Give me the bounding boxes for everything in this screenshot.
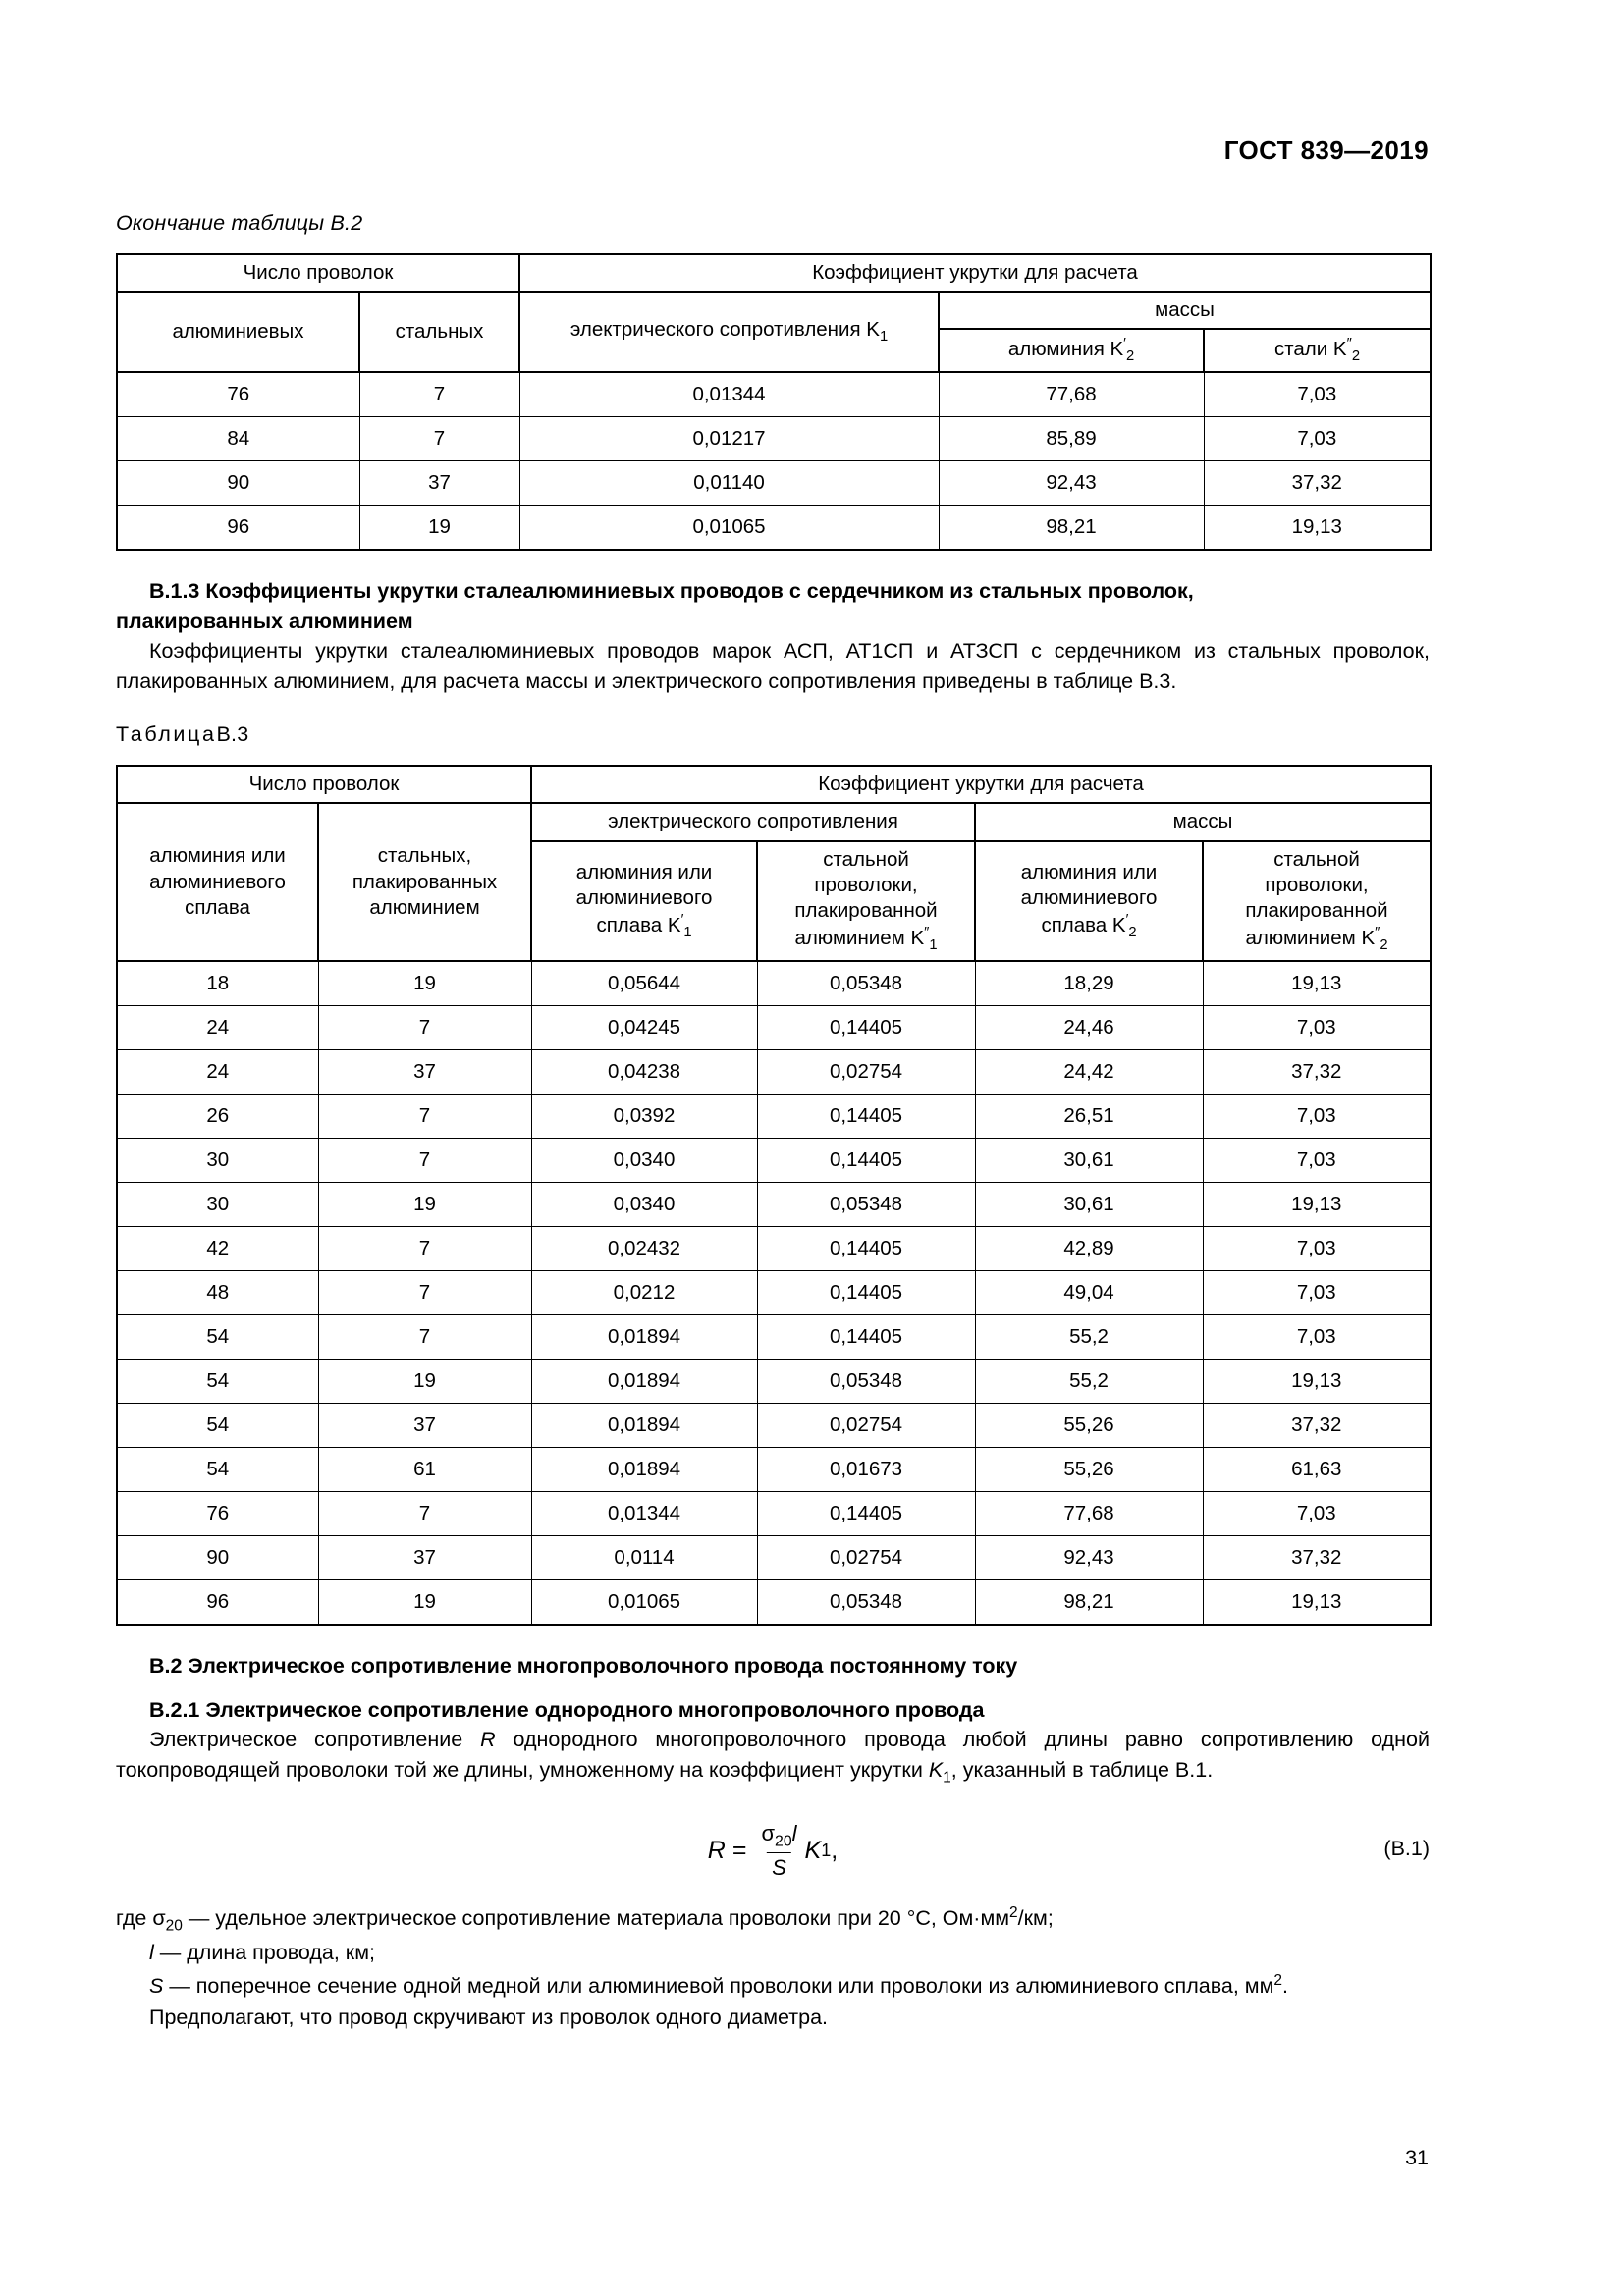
def-l-var: l (149, 1941, 154, 1965)
def-tail: /км; (1017, 1905, 1054, 1930)
table-row (117, 417, 1431, 461)
table-b3-header-row-2 (117, 803, 1431, 840)
page-content (116, 211, 1430, 2033)
cell: 37,32 (1203, 1536, 1431, 1580)
line: плакированной (1245, 899, 1388, 923)
cell: 30,61 (975, 1139, 1203, 1183)
page-number: 31 (1405, 2146, 1429, 2169)
table-row (117, 1183, 1431, 1227)
cell: 90 (117, 1536, 318, 1580)
cell: 18,29 (975, 961, 1203, 1006)
cell: 0,14405 (757, 1006, 975, 1050)
cell: 96 (117, 506, 359, 551)
cell: 0,05348 (757, 1360, 975, 1404)
line: проволоки, (814, 873, 918, 896)
def-sup: 2 (1009, 1903, 1018, 1921)
cell: 7 (359, 417, 519, 461)
header-steel: стальных (359, 292, 519, 372)
cell: 37,32 (1204, 461, 1431, 506)
cell: 26 (117, 1095, 318, 1139)
def-s-var: S (149, 1973, 164, 1998)
line: алюминием K (794, 927, 925, 950)
cell: 37,32 (1203, 1050, 1431, 1095)
sub: 2 (1380, 937, 1388, 954)
cell: 19 (359, 506, 519, 551)
sub: 2 (1128, 925, 1137, 941)
cell: 76 (117, 1492, 318, 1536)
header-mass-aluminium (939, 329, 1204, 372)
cell: 19 (318, 1183, 531, 1227)
cell: 24,46 (975, 1006, 1203, 1050)
table-row (117, 1315, 1431, 1360)
table-row (117, 1139, 1431, 1183)
page-header-standard: ГОСТ 839—2019 (1223, 135, 1429, 165)
cell: 19,13 (1203, 1580, 1431, 1626)
cell: 7,03 (1203, 1139, 1431, 1183)
cell: 7 (318, 1492, 531, 1536)
cell: 0,01140 (519, 461, 939, 506)
cell: 30 (117, 1139, 318, 1183)
cell: 30 (117, 1183, 318, 1227)
table-row (117, 1271, 1431, 1315)
cell: 0,01894 (531, 1404, 757, 1448)
section-b13-paragraph: Коэффициенты укрутки сталеалюминиевых проводов марок АСП, АТ1СП и АТЗСП с сердечником из стальных проволок, плакированных алюминием, для расчета массы и электрического сопротивления приведены в таблице В.3. (116, 639, 1430, 694)
cell: 0,0114 (531, 1536, 757, 1580)
line: алюминия или (1020, 860, 1158, 883)
section-b21-paragraph (116, 1725, 1430, 1789)
cell: 30,61 (975, 1183, 1203, 1227)
def-sigma: σ (152, 1905, 166, 1930)
formula-lhs: R (707, 1836, 726, 1864)
cell: 42 (117, 1227, 318, 1271)
cell: 0,01217 (519, 417, 939, 461)
cell: 54 (117, 1360, 318, 1404)
line: алюминия или (575, 860, 713, 883)
cell: 0,05644 (531, 961, 757, 1006)
formula-denominator: S (767, 1852, 791, 1881)
cell: 24,42 (975, 1050, 1203, 1095)
cell: 24 (117, 1050, 318, 1095)
cell: 49,04 (975, 1271, 1203, 1315)
cell: 7,03 (1203, 1492, 1431, 1536)
cell: 92,43 (939, 461, 1204, 506)
header-coefficient: Коэффициент укрутки для расчета (531, 766, 1431, 803)
line: плакированной (794, 899, 938, 923)
cell: 96 (117, 1580, 318, 1626)
cell: 42,89 (975, 1227, 1203, 1271)
cell: 76 (117, 372, 359, 417)
cell: 7 (318, 1139, 531, 1183)
cell: 7 (318, 1006, 531, 1050)
table-row (117, 1095, 1431, 1139)
sub: 1 (683, 925, 692, 941)
table-b2-header-row-1 (117, 254, 1431, 292)
cell: 54 (117, 1404, 318, 1448)
table-row (117, 1536, 1431, 1580)
table-b3 (116, 765, 1432, 1626)
length-var: l (791, 1820, 797, 1845)
cell: 7,03 (1203, 1006, 1431, 1050)
section-b2-heading: В.2 Электрическое сопротивление многопроволочного провода постоянному току (149, 1654, 1018, 1679)
cell: 61 (318, 1448, 531, 1492)
formula-definitions (116, 1901, 1430, 2034)
cell: 19 (318, 1360, 531, 1404)
cell: 0,02754 (757, 1404, 975, 1448)
cell: 19 (318, 1580, 531, 1626)
cell: 0,01673 (757, 1448, 975, 1492)
definition-section (116, 1969, 1430, 2002)
cell: 54 (117, 1315, 318, 1360)
cell: 19,13 (1203, 1360, 1431, 1404)
table-row (117, 1492, 1431, 1536)
line: сплава K (596, 914, 681, 937)
cell: 0,05348 (757, 1183, 975, 1227)
cell: 0,0340 (531, 1183, 757, 1227)
table-b3-label (116, 722, 1430, 747)
table-b2-caption: Окончание таблицы В.2 (116, 211, 363, 235)
par-part2: однородного многопроволочного провода любой длины равно сопротивлению одной токопроводящей проволоки той же длины, умноженному на коэффициент укрутки (116, 1728, 1430, 1783)
formula-equals: = (731, 1836, 747, 1864)
formula-fraction (756, 1821, 801, 1881)
cell: 92,43 (975, 1536, 1203, 1580)
table-row (117, 961, 1431, 1006)
cell: 0,01344 (531, 1492, 757, 1536)
cell: 0,0212 (531, 1271, 757, 1315)
formula-k: K (804, 1836, 822, 1864)
cell: 19,13 (1204, 506, 1431, 551)
table-b2 (116, 253, 1432, 551)
cell: 54 (117, 1448, 318, 1492)
cell: 0,04245 (531, 1006, 757, 1050)
cell: 37 (318, 1536, 531, 1580)
formula-b1-number: (В.1) (1383, 1836, 1430, 1860)
header-aluminium: алюминиевых (117, 292, 359, 372)
table-b2-body (117, 372, 1431, 550)
line: стальной (1273, 847, 1360, 871)
cell: 7 (318, 1271, 531, 1315)
cell: 0,0340 (531, 1139, 757, 1183)
header-col-steel-clad: стальных, плакированных алюминием (318, 803, 531, 961)
cell: 98,21 (939, 506, 1204, 551)
cell: 0,14405 (757, 1095, 975, 1139)
par-var-r: R (480, 1728, 496, 1752)
table-b3-header-row-1 (117, 766, 1431, 803)
table-row (117, 1580, 1431, 1626)
cell: 0,14405 (757, 1315, 975, 1360)
cell: 37,32 (1203, 1404, 1431, 1448)
cell: 7 (318, 1315, 531, 1360)
cell: 19 (318, 961, 531, 1006)
cell: 0,02754 (757, 1536, 975, 1580)
cell: 90 (117, 461, 359, 506)
cell: 0,01894 (531, 1360, 757, 1404)
cell: 19,13 (1203, 1183, 1431, 1227)
line: сплава K (1041, 914, 1126, 937)
cell: 26,51 (975, 1095, 1203, 1139)
cell: 55,26 (975, 1404, 1203, 1448)
header-resistance-sub: 1 (879, 329, 889, 346)
header-wire-count: Число проволок (117, 766, 531, 803)
cell: 7,03 (1203, 1271, 1431, 1315)
header-mass-alu-sub: 2 (1125, 348, 1135, 365)
header-resistance-text: электрического сопротивления K (569, 318, 880, 342)
header-mass: массы (975, 803, 1431, 840)
section-b13-heading-line1: В.1.3 Коэффициенты укрутки сталеалюминиевых проводов с сердечником из стальных проволок, (149, 579, 1194, 604)
par-k-sub: 1 (943, 1769, 951, 1787)
cell: 61,63 (1203, 1448, 1431, 1492)
line: алюминием K (1245, 927, 1376, 950)
line: алюминиевого (1020, 886, 1158, 910)
def-s-sup: 2 (1273, 1971, 1282, 1989)
header-resistance-aluminium (531, 841, 757, 962)
line: алюминиевого (575, 886, 713, 910)
formula-k-sub: 1 (821, 1840, 832, 1860)
cell: 0,01894 (531, 1315, 757, 1360)
par-part1: Электрическое сопротивление (149, 1728, 481, 1752)
table-b2-header-row-2 (117, 292, 1431, 329)
table-row (117, 1404, 1431, 1448)
prime: ″ (924, 925, 930, 941)
formula-b1 (708, 1821, 838, 1881)
cell: 0,0392 (531, 1095, 757, 1139)
table-b3-label-number: В.3 (216, 722, 249, 747)
cell: 48 (117, 1271, 318, 1315)
cell: 0,02754 (757, 1050, 975, 1095)
cell: 0,14405 (757, 1271, 975, 1315)
table-row (117, 1006, 1431, 1050)
cell: 98,21 (975, 1580, 1203, 1626)
definition-note: Предполагают, что провод скручивают из проволок одного диаметра. (149, 2005, 829, 2030)
cell: 0,05348 (757, 1580, 975, 1626)
header-wire-count: Число проволок (117, 254, 519, 292)
header-resistance (519, 292, 939, 372)
header-mass: массы (939, 292, 1431, 329)
def-prefix: где (116, 1905, 153, 1930)
line: стальной (823, 847, 909, 871)
header-mass-alu-text: алюминия K (1007, 338, 1124, 361)
header-mass-steel-prime: ″ (1346, 336, 1352, 352)
cell: 55,2 (975, 1360, 1203, 1404)
cell: 77,68 (975, 1492, 1203, 1536)
table-row (117, 1050, 1431, 1095)
definition-length (116, 1937, 1430, 1968)
header-resistance-steel-clad (757, 841, 975, 962)
formula-comma: , (831, 1836, 839, 1864)
header-resistance: электрического сопротивления (531, 803, 975, 840)
cell: 84 (117, 417, 359, 461)
def-s-text: — поперечное сечение одной медной или алюминиевой проволоки или проволоки из алюминиевого сплава, мм (163, 1973, 1274, 1998)
def-sigma-sub: 20 (165, 1917, 183, 1935)
sigma: σ (761, 1820, 776, 1845)
cell: 24 (117, 1006, 318, 1050)
cell: 0,01894 (531, 1448, 757, 1492)
section-b13-heading-line2: плакированных алюминием (116, 609, 413, 633)
formula-b1-row (116, 1815, 1430, 1892)
def-s-tail: . (1281, 1973, 1288, 1998)
cell: 85,89 (939, 417, 1204, 461)
table-row (117, 1448, 1431, 1492)
cell: 0,05348 (757, 961, 975, 1006)
cell: 55,2 (975, 1315, 1203, 1360)
table-row (117, 1227, 1431, 1271)
prime: ″ (1375, 925, 1380, 941)
cell: 37 (318, 1404, 531, 1448)
cell: 77,68 (939, 372, 1204, 417)
header-mass-steel-sub: 2 (1351, 348, 1361, 365)
header-mass-steel-text: стали K (1274, 338, 1347, 361)
cell: 7 (318, 1095, 531, 1139)
def-l-text: — длина провода, км; (153, 1941, 375, 1965)
section-b21-heading: В.2.1 Электрическое сопротивление однородного многопроволочного провода (149, 1697, 985, 1722)
cell: 7,03 (1203, 1227, 1431, 1271)
cell: 18 (117, 961, 318, 1006)
header-mass-alu-prime: ′ (1123, 336, 1126, 352)
cell: 37 (318, 1050, 531, 1095)
prime: ′ (1125, 912, 1129, 929)
cell: 19,13 (1203, 961, 1431, 1006)
sub: 1 (929, 937, 938, 954)
cell: 0,01065 (531, 1580, 757, 1626)
formula-numerator (756, 1821, 801, 1852)
cell: 7,03 (1203, 1095, 1431, 1139)
cell: 55,26 (975, 1448, 1203, 1492)
table-row (117, 372, 1431, 417)
def-sigma-text: — удельное электрическое сопротивление материала проволоки при 20 °C, Ом·мм (182, 1905, 1010, 1930)
cell: 7 (318, 1227, 531, 1271)
cell: 0,14405 (757, 1139, 975, 1183)
cell: 7 (359, 372, 519, 417)
cell: 0,01344 (519, 372, 939, 417)
cell: 0,01065 (519, 506, 939, 551)
par-part3: , указанный в таблице В.1. (950, 1758, 1214, 1783)
header-mass-aluminium (975, 841, 1203, 962)
header-mass-steel-clad (1203, 841, 1431, 962)
cell: 0,14405 (757, 1492, 975, 1536)
header-mass-steel (1204, 329, 1431, 372)
table-b3-body (117, 961, 1431, 1625)
table-row (117, 461, 1431, 506)
header-col-aluminium-alloy: алюминия или алюминиевого сплава (117, 803, 318, 961)
table-b3-label-word: Таблица (116, 722, 217, 747)
definition-sigma (116, 1901, 1430, 1938)
cell: 0,04238 (531, 1050, 757, 1095)
cell: 7,03 (1204, 417, 1431, 461)
table-row (117, 506, 1431, 551)
cell: 7,03 (1204, 372, 1431, 417)
table-row (117, 1360, 1431, 1404)
cell: 0,14405 (757, 1227, 975, 1271)
sigma-sub: 20 (775, 1833, 792, 1850)
cell: 37 (359, 461, 519, 506)
line: проволоки, (1265, 873, 1369, 896)
prime: ′ (680, 912, 684, 929)
header-coefficient: Коэффициент укрутки для расчета (519, 254, 1431, 292)
par-var-k: K (928, 1758, 944, 1783)
cell: 0,02432 (531, 1227, 757, 1271)
cell: 7,03 (1203, 1315, 1431, 1360)
